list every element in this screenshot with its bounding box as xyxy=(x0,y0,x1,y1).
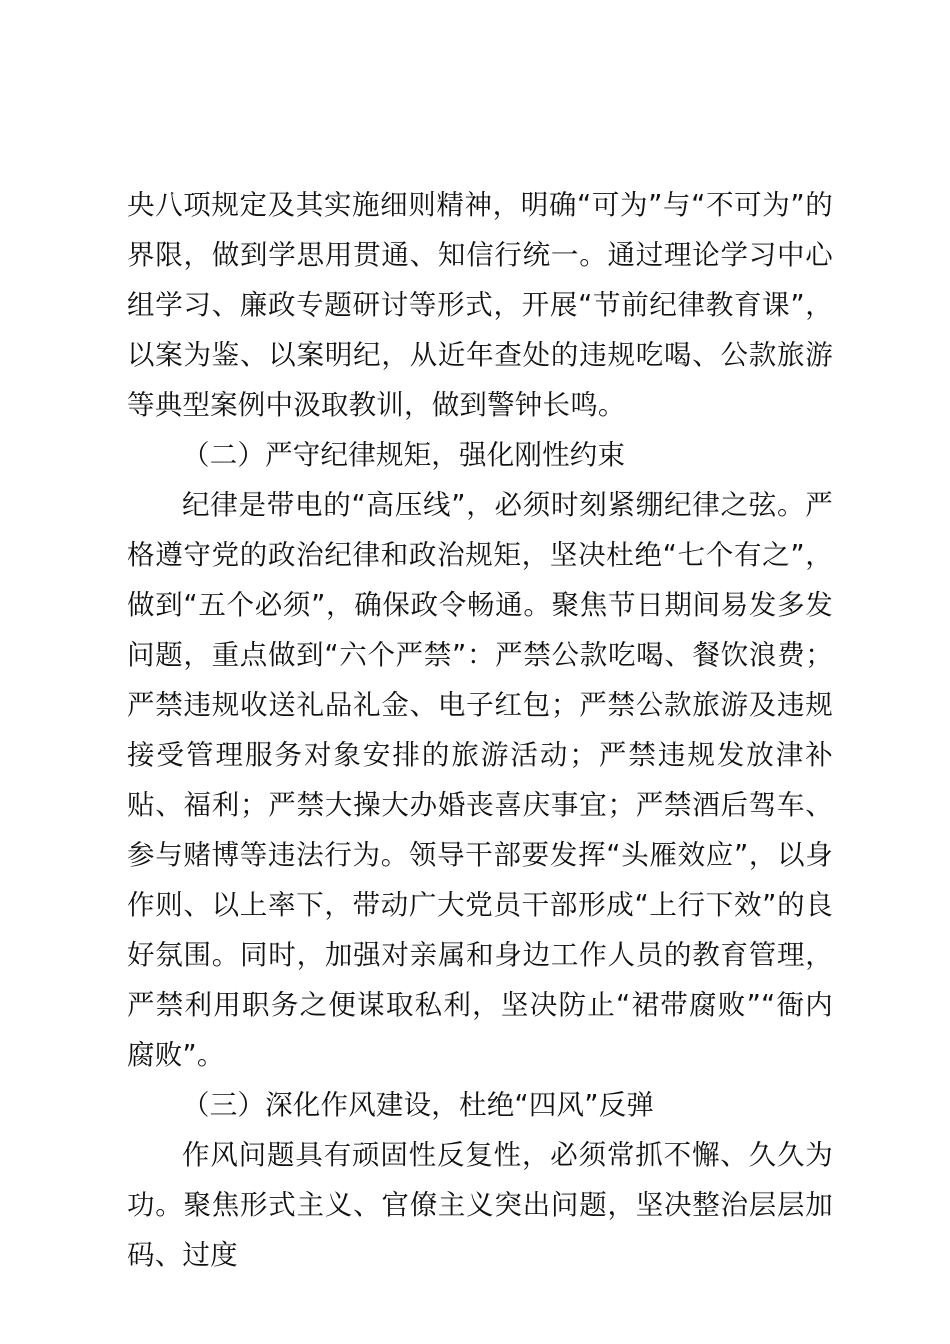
body-paragraph-3: 作风问题具有顽固性反复性，必须常抓不懈、久久为功。聚焦形式主义、官僚主义突出问题，坚决整治层层加码、过度 xyxy=(127,1139,833,1271)
section-heading-2: （二）严守纪律规矩，强化刚性约束 xyxy=(182,439,626,471)
document-page xyxy=(127,180,833,1280)
body-paragraph-2: 纪律是带电的“高压线”，必须时刻紧绷纪律之弦。严格遵守党的政治纪律和政治规矩，坚决杜绝“七个有之”，做到“五个必须”，确保政令畅通。聚焦节日期间易发多发问题，重点做到“六个严禁”：严禁公款吃喝、餐饮浪费；严禁违规收送礼品礼金、电子红包；严禁公款旅游及违规接受管理服务对象安排的旅游活动；严禁违规发放津补贴、福利；严禁大操大办婚丧喜庆事宜；严禁酒后驾车、参与赌博等违法行为。领导干部要发挥“头雁效应”，以身作则、以上率下，带动广大党员干部形成“上行下效”的良好氛围。同时，加强对亲属和身边工作人员的教育管理，严禁利用职务之便谋取私利，坚决防止“裙带腐败”“衙内腐败”。 xyxy=(127,489,833,1071)
section-heading-3: （三）深化作风建设，杜绝“四风”反弹 xyxy=(182,1089,655,1121)
body-paragraph-1: 央八项规定及其实施细则精神，明确“可为”与“不可为”的界限，做到学思用贯通、知信行统一。通过理论学习中心组学习、廉政专题研讨等形式，开展“节前纪律教育课”，以案为鉴、以案明纪，从近年查处的违规吃喝、公款旅游等典型案例中汲取教训，做到警钟长鸣。 xyxy=(127,189,833,421)
